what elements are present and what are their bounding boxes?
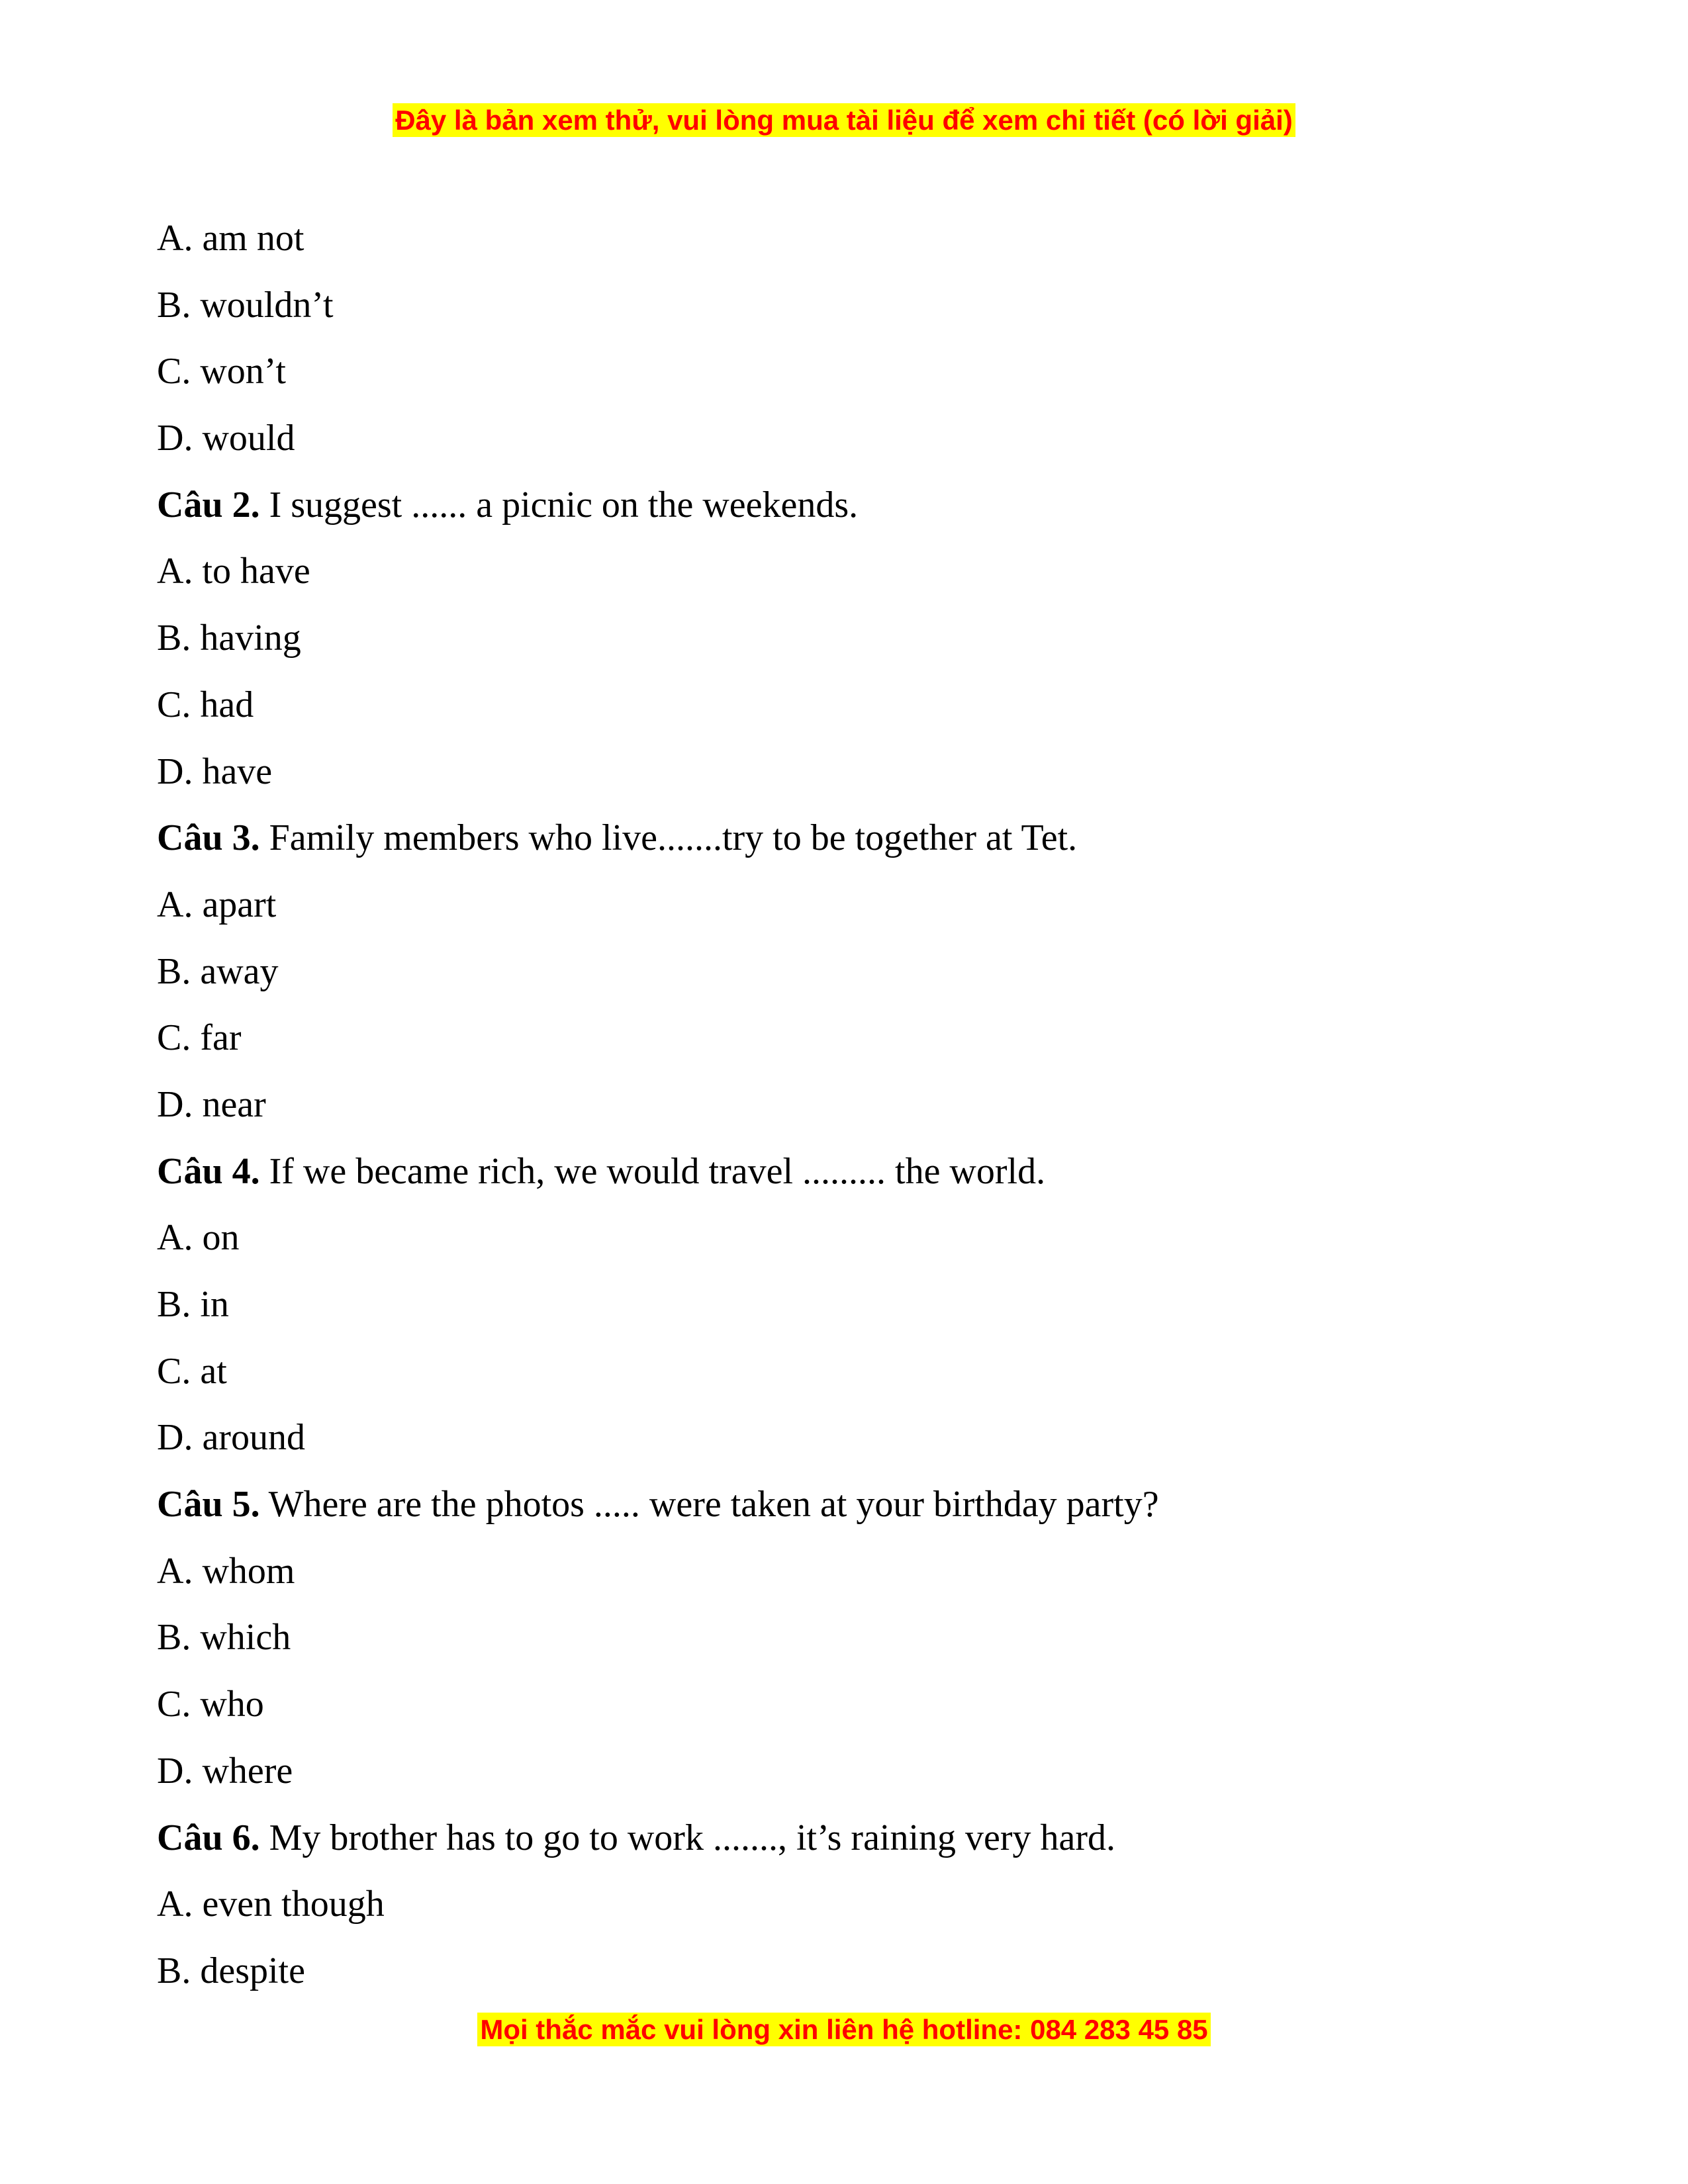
option-q1-b: B. wouldn’t — [157, 284, 334, 326]
question-4-label: Câu 4. — [157, 1150, 260, 1192]
option-q5-b: B. which — [157, 1617, 291, 1659]
question-6-label: Câu 6. — [157, 1817, 260, 1858]
option-q6-b: B. despite — [157, 1950, 305, 1991]
option-q5-d: D. where — [157, 1750, 293, 1792]
option-q3-b: B. away — [157, 950, 279, 992]
option-q6-a: A. even though — [157, 1884, 385, 1925]
question-6 — [157, 1811, 1534, 1878]
option-q5-a: A. whom — [157, 1550, 295, 1592]
option-q4-b: B. in — [157, 1284, 229, 1325]
question-6-text: My brother has to go to work ......., it’s raining very hard. — [259, 1817, 1116, 1858]
question-2 — [157, 478, 1534, 545]
option-q5-c: C. who — [157, 1684, 264, 1725]
option-q4-a: A. on — [157, 1217, 240, 1259]
option-q2-d: D. have — [157, 751, 273, 792]
preview-notice — [0, 103, 1688, 138]
hotline-notice-text: Mọi thắc mắc vui lòng xin liên hệ hotline: 084 283 45 85 — [477, 2013, 1210, 2046]
question-4-text: If we became rich, we would travel ......... the world. — [259, 1150, 1046, 1192]
question-5 — [157, 1478, 1534, 1545]
option-q3-d: D. near — [157, 1083, 266, 1125]
option-q3-a: A. apart — [157, 884, 277, 925]
option-q1-c: C. won’t — [157, 351, 286, 392]
question-5-label: Câu 5. — [157, 1484, 260, 1525]
option-q3-c: C. far — [157, 1017, 242, 1059]
question-2-text: I suggest ...... a picnic on the weekends. — [259, 484, 859, 525]
question-3 — [157, 811, 1534, 878]
question-2-label: Câu 2. — [157, 484, 260, 525]
option-q2-a: A. to have — [157, 551, 310, 592]
question-list — [157, 212, 1534, 2011]
question-3-label: Câu 3. — [157, 817, 260, 859]
option-q1-d: D. would — [157, 418, 295, 459]
option-q4-d: D. around — [157, 1417, 305, 1459]
question-3-text: Family members who live.......try to be together at Tet. — [259, 817, 1078, 859]
option-q2-b: B. having — [157, 617, 301, 659]
question-5-text: Where are the photos ..... were taken at your birthday party? — [259, 1484, 1159, 1525]
option-q4-c: C. at — [157, 1350, 227, 1392]
preview-notice-text: Đây là bản xem thử, vui lòng mua tài liệu để xem chi tiết (có lời giải) — [393, 103, 1295, 137]
option-q1-a: A. am not — [157, 218, 305, 259]
question-4 — [157, 1145, 1534, 1212]
option-q2-c: C. had — [157, 684, 254, 725]
hotline-notice — [0, 2012, 1688, 2048]
